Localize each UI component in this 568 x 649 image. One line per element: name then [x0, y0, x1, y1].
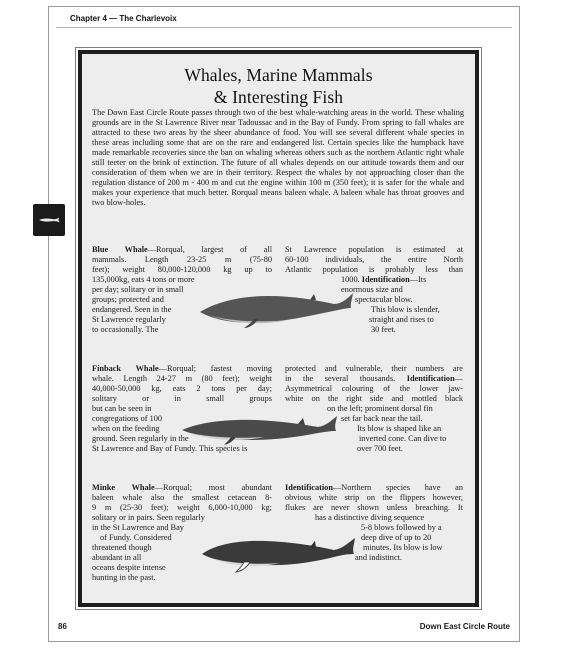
blue-whale-left-column: Blue Whale—Rorqual, largest of all mammals. Length 23-25 m (75-80 feet); weight 80,000-120,000 kg up to 135,000kg, eats 4 tons or more per day; solitary or in small groups; protected and endangered. Seen in the St Lawrence regularly to occasionally. The: [92, 245, 272, 335]
chapter-thumb-tab[interactable]: [33, 204, 65, 236]
title-line-2: & Interesting Fish: [213, 87, 344, 107]
minke-whale-left-column: Minke Whale—Rorqual; most abundant baleen whale also the smallest cetacean 8- 9 m (25-30 feet); weight 6,000-10,000 kg; solitary or in pairs. Seen regularly in the St Lawrence and Bay of Fundy. Considered threatened though abundant in all oceans despite intense hunting in the past.: [92, 483, 272, 583]
minke-whale-illustration: [200, 532, 358, 576]
intro-paragraph: The Down East Circle Route passes through two of the best whale-watching areas in the world. These whaling grounds are in the St Lawrence River near Tadoussac and in the Bay of Fundy. From spring to fall whales are attracted to these two areas by the sheer abundance of food. You will see several different whale species in these areas including some that are on the rare and endangered list. Certain species like the humpback have made remarkable recoveries since the ban on whaling whereas others such as the northern Atlantic right whale still teeter on the brink of extinction. The future of all whales depends on our attitude towards them and our consideration of them when we are in their territory. Respect the whales by not approaching closer than the regulation distance of 200 m - 400 m and cut the engine within 100 m (350 feet); it is safer for the whale and makes your experience that much better. Rorqual means baleen whale. A baleen whale has throat grooves and two blow-holes.: [92, 108, 464, 208]
chapter-header: Chapter 4 — The Charlevoix: [70, 14, 177, 23]
header-rule: [56, 27, 512, 28]
title-line-1: Whales, Marine Mammals: [184, 65, 373, 85]
page-number: 86: [58, 622, 67, 631]
finback-whale-right-column: protected and vulnerable, their numbers are in the several thousands. Identification— Asymmetrical colouring of the lower jaw- white on the right side and mottled black on the left; prominent dorsal fin set far back near the tail. Its blow is shaped like an inverted cone. Can dive to over 700 feet.: [285, 364, 463, 454]
blue-whale-right-column: St Lawrence population is estimated at 60-100 individuals, the entire North Atlantic population is probably less than 1000. Identification—Its enormous size and spectacular blow. This blow is slender, straight and rises to 30 feet.: [285, 245, 463, 335]
minke-whale-right-column: Identification—Northern species have an obvious white strip on the flippers however, flukes are never shown unless breaching. It has a distinctive diving sequence 5-8 blows followed by a deep dive of up to 20 minutes. Its blow is low and indistinct.: [285, 483, 463, 563]
finback-whale-heading: Finback Whale: [92, 364, 159, 373]
finback-whale-left-column: Finback Whale—Rorqual; fastest moving whale. Length 24-27 m (80 feet); weight 40,000-50,000 kg, eats 2 tons per day; solitary or in small groups but can be seen in congregations of 100 when on the feeding ground. Seen regularly in the St Lawrence and Bay of Fundy. This species is: [92, 364, 272, 454]
minke-whale-heading: Minke Whale: [92, 483, 155, 492]
blue-whale-heading: Blue Whale: [92, 245, 148, 254]
footer-book-title: Down East Circle Route: [419, 622, 510, 631]
finback-whale-illustration: [180, 410, 340, 446]
article-title: [80, 64, 477, 108]
blue-whale-illustration: [198, 288, 356, 330]
whale-icon: [38, 216, 60, 224]
